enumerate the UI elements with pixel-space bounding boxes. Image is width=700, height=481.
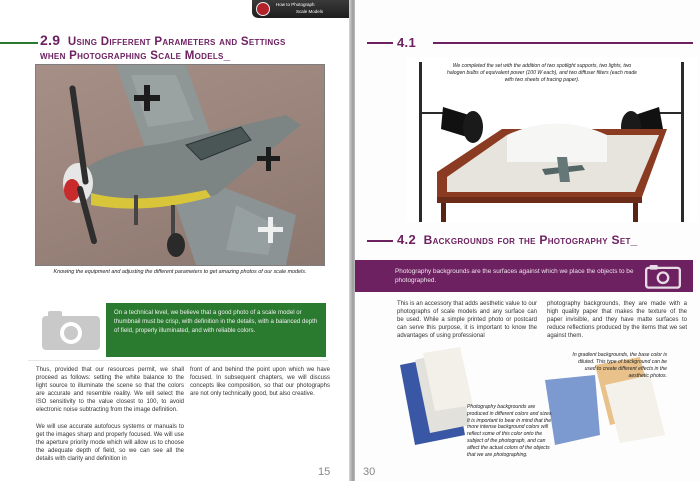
title-line2: when Photographing Scale Models_ <box>40 50 231 62</box>
body-col1 <box>36 366 184 463</box>
section-title <box>40 33 286 63</box>
highlight-box <box>106 303 326 357</box>
rule-41 <box>367 42 393 44</box>
purple-banner-text: Photography backgrounds are the surfaces against which we place the objects to be photographed. <box>395 268 634 284</box>
page-number-right: 30 <box>363 466 376 478</box>
right-page <box>355 0 700 481</box>
airplane-illustration <box>36 65 324 265</box>
badge-circle-icon <box>256 2 270 16</box>
photo-setup <box>407 57 697 222</box>
text-divider <box>28 360 328 361</box>
highlight-text: On a technical level, we believe that a good photo of a scale model or thumbnail must be crisp, with definition in the details, with a balanced depth of field, properly illuminated, and with reliable colors. <box>114 309 318 334</box>
section-42-heading <box>397 232 638 247</box>
page-number-left: 15 <box>318 466 331 478</box>
section-41: 4.1 <box>397 35 416 50</box>
section-42-title: Backgrounds for the Photography Set_ <box>423 233 638 247</box>
rule-42 <box>367 240 393 242</box>
badge-line1: How to Photograph <box>276 2 315 7</box>
title-rule <box>0 42 38 44</box>
camera-icon-right <box>645 263 681 289</box>
body-col1-p1: Thus, provided that our resources permit, we shall proceed as follows: setting the white balance to the light source to illuminate the scene so that the colors are accurate and resemble reality. We will select the ISO sensitivity to the value closest to 100, to avoid electronic noise subtracting from the image definition. <box>36 367 184 414</box>
rule-41-right <box>433 42 693 44</box>
title-line1: Using Different Parameters and Settings <box>67 36 286 48</box>
section-42-number: 4.2 <box>397 232 416 247</box>
body-right-col2: photography backgrounds, they are made with a high quality paper that makes the texture of the paper invisible, and they have matte surfaces to reduce reflections produced by the items that we set against them. <box>547 301 687 340</box>
gradient-caption: In gradient backgrounds, the base color is diluted. This type of background can be used to create different effects in the aesthetic photos. <box>572 352 667 379</box>
section-number: 2.9 <box>40 32 61 48</box>
body-right-col1: This is an accessory that adds aesthetic value to our photographs of scale models and any surface can be used. While a simple printed photo or postcard can serve this purpose, it is important to know the advantages of using professional <box>397 301 537 340</box>
purple-banner <box>355 260 693 292</box>
body-col1-p2: We will use accurate autofocus systems or manuals to get the images sharp and properly focused. We will use the aperture priority mode which will allow us to choose the adequate depth of field, so we can see all the details with clarity and definition in <box>36 423 184 463</box>
header-badge <box>252 0 352 18</box>
photo-caption: Knowing the equipment and adjusting the different parameters to get amazing photos of our scale models. <box>53 269 307 275</box>
camera-icon <box>40 308 102 352</box>
backgrounds-caption: Photography backgrounds are produced in different colors and sizes. It is important to bear in mind that the more intense background colors will reflect some of this color onto the subject of the photograph, and can affect the actual colors of the objects that we are photographing. <box>467 404 553 458</box>
airplane-photo <box>35 64 325 266</box>
badge-line2: Scale Models <box>296 9 324 14</box>
body-col2: front of and behind the point upon which we have focused. In subsequent chapters, we will discuss concepts like composition, so that our photographs are not only technically good, but also creative. <box>190 367 330 398</box>
setup-caption: We completed the set with the addition of two spotlight supports, two lights, two halogen bulbs of equivalent power (100 W each), and two diffuser filters (each made with two sheets of tracing paper). <box>447 63 637 83</box>
